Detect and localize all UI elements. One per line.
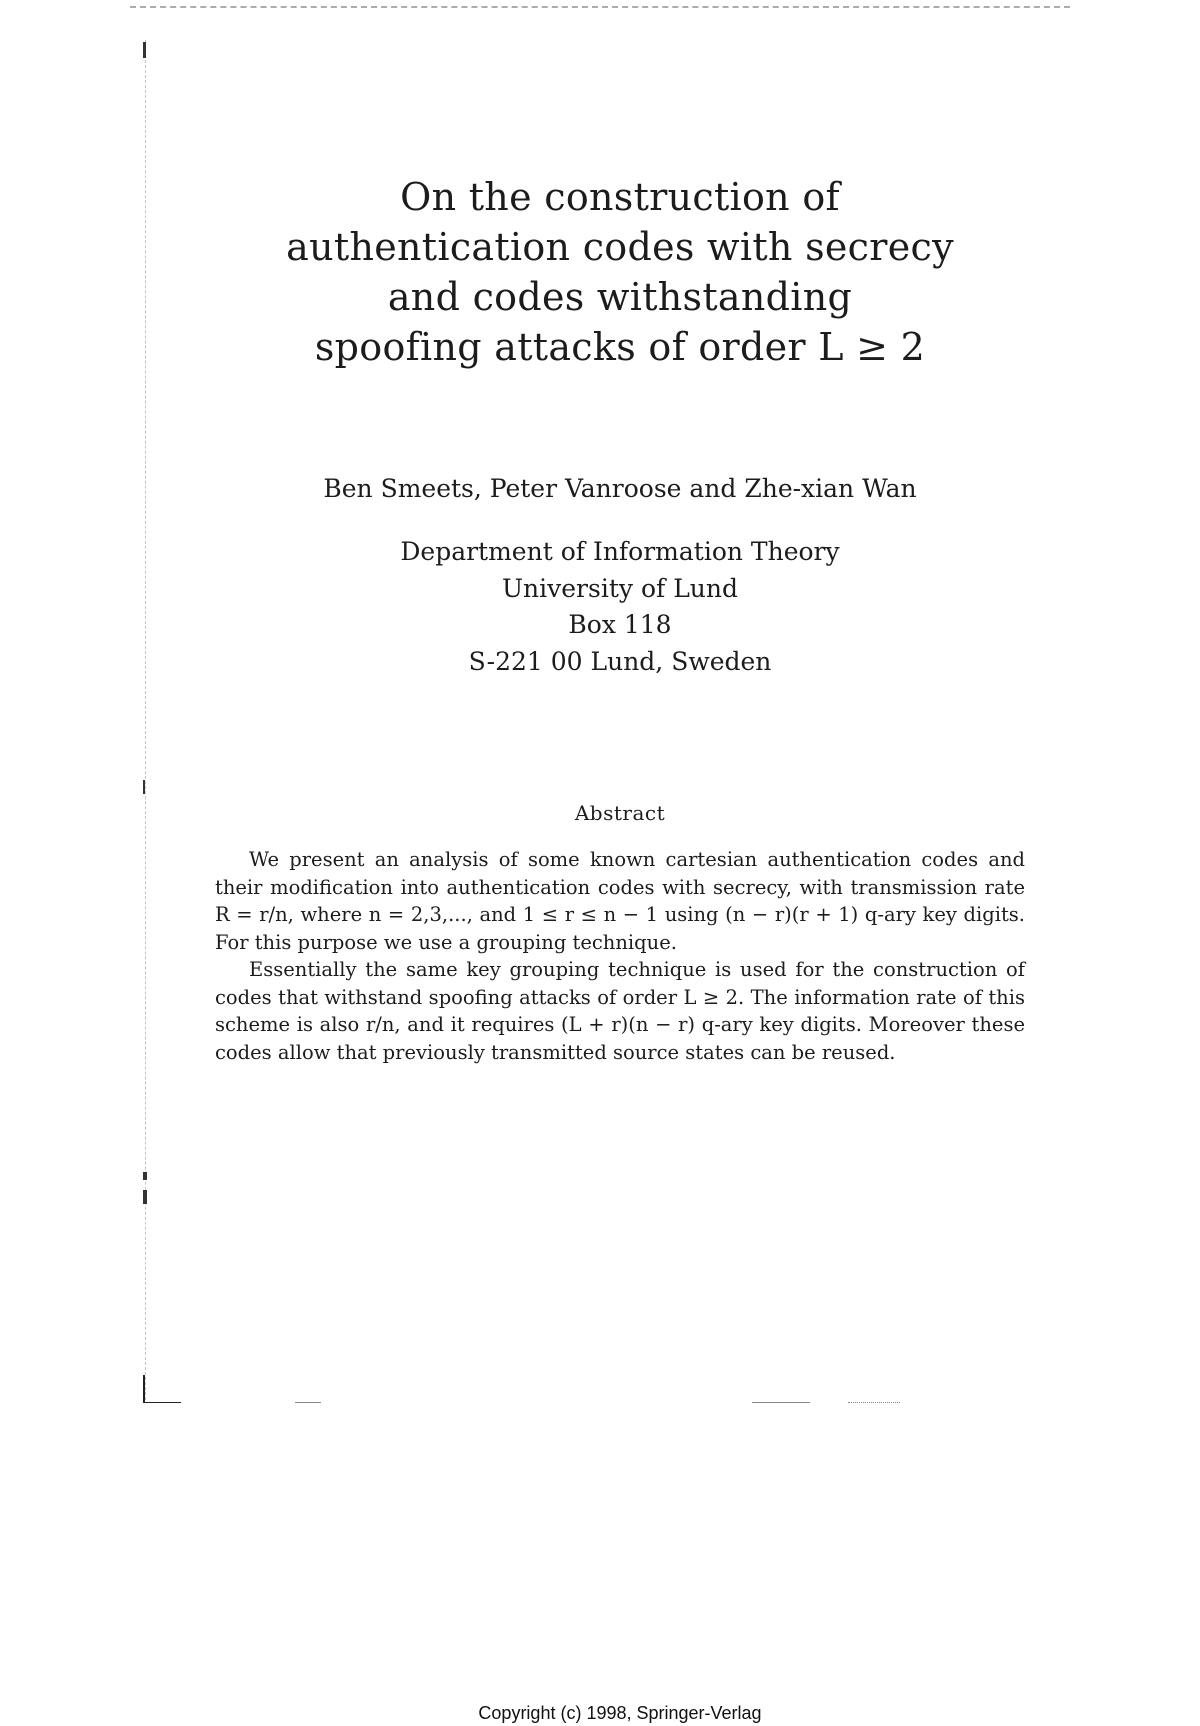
abstract-heading: Abstract bbox=[574, 801, 666, 825]
affiliation-line: Box 118 bbox=[568, 610, 672, 639]
title-line: and codes withstanding bbox=[387, 275, 853, 319]
scan-left-mark bbox=[143, 1172, 147, 1180]
affiliation bbox=[200, 534, 1040, 680]
abstract-body bbox=[215, 846, 1025, 1066]
abstract-paragraph: We present an analysis of some known cartesian authentication codes and their modification into authentication codes with secrecy, with transmission rate R = r/n, where n = 2,3,..., and 1 ≤ r ≤ n − 1 using (n − r)(r + 1) q-ary key digits. For this purpose we use a grouping technique. bbox=[215, 848, 1025, 954]
scan-bottom-corner bbox=[143, 1375, 145, 1403]
authors: Ben Smeets, Peter Vanroose and Zhe-xian Wan bbox=[323, 474, 917, 503]
affiliation-line: S-221 00 Lund, Sweden bbox=[468, 646, 772, 676]
title-line: On the construction of bbox=[400, 175, 840, 219]
abstract-paragraph: Essentially the same key grouping technique is used for the construction of codes that withstand spoofing attacks of order L ≥ 2. The information rate of this scheme is also r/n, and it requires (L + r)(n − r) q-ary key digits. Moreover these codes allow that previously transmitted source states can be reused. bbox=[215, 958, 1025, 1064]
scan-left-mark bbox=[143, 42, 146, 58]
title-line: authentication codes with secrecy bbox=[286, 225, 954, 269]
scan-bottom-rule bbox=[848, 1402, 900, 1403]
affiliation-line: University of Lund bbox=[501, 573, 739, 603]
affiliation-line: Department of Information Theory bbox=[400, 537, 840, 566]
scan-left-mark bbox=[143, 1190, 147, 1204]
scan-bottom-rule bbox=[295, 1402, 321, 1403]
copyright-notice: Copyright (c) 1998, Springer-Verlag bbox=[478, 1703, 762, 1723]
scan-left-mark bbox=[143, 780, 145, 794]
title-line: spoofing attacks of order L ≥ 2 bbox=[314, 325, 926, 369]
scan-bottom-rule bbox=[752, 1402, 810, 1403]
scan-bottom-rule bbox=[143, 1402, 181, 1403]
paper-title bbox=[200, 172, 1040, 372]
scan-top-edge bbox=[130, 6, 1070, 8]
